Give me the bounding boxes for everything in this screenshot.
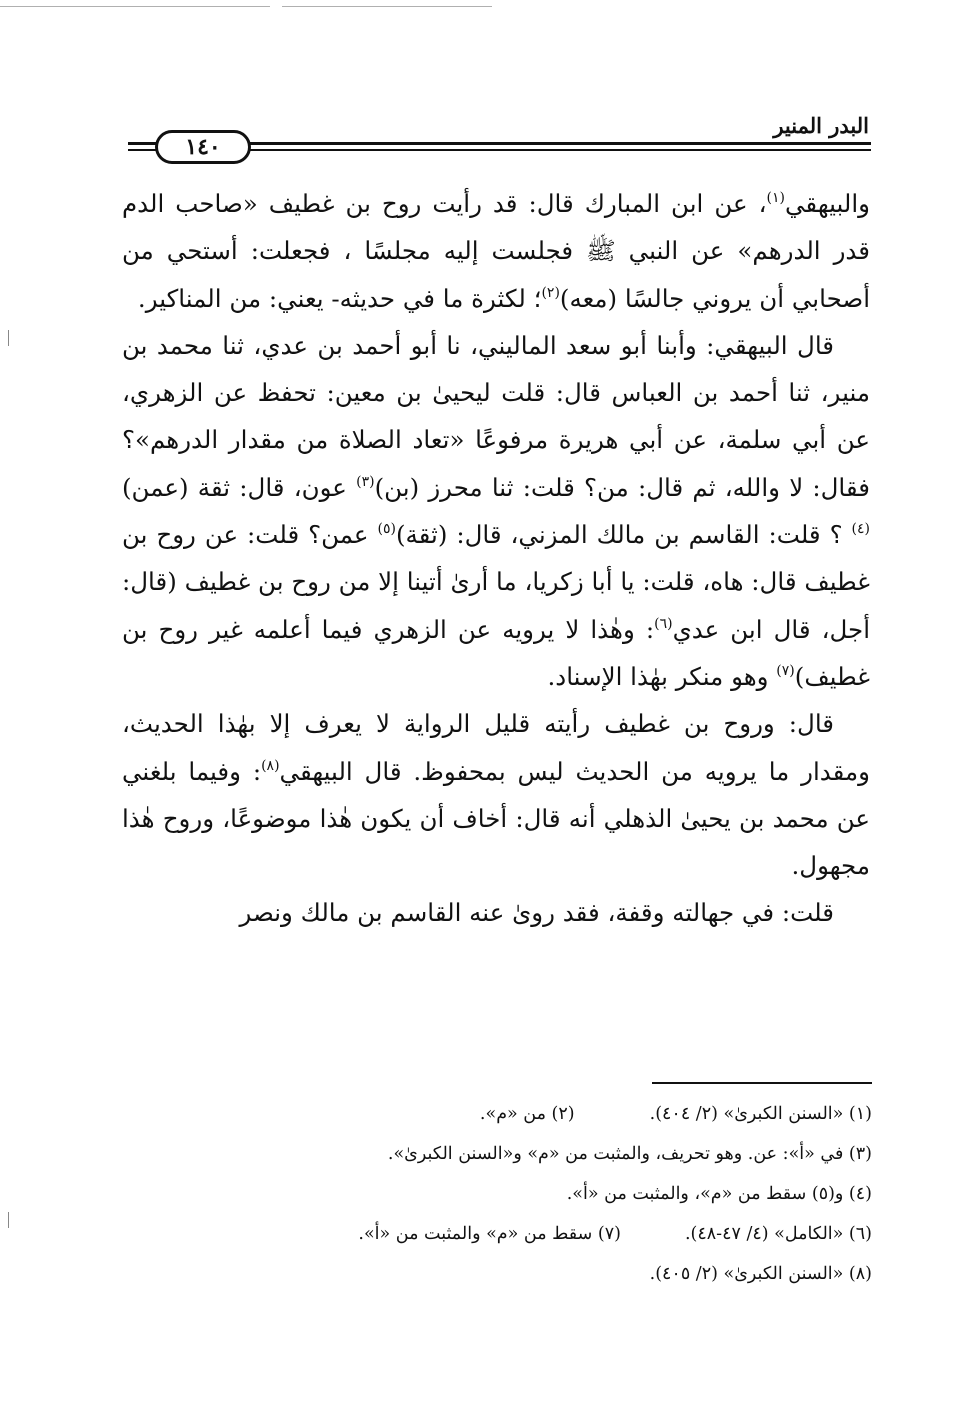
text-run: : وفيما بلغني عن محمد بن يحيىٰ الذهلي أنه قال: أخاف أن يكون هٰذا موضوعًا، وروح هٰذا مجهول. — [122, 756, 870, 881]
text-run: ؛ لكثرة ما في حديثه- يعني: من المناكير. — [137, 283, 542, 313]
text-run: عون، قال: ثقة (عمن) — [122, 472, 357, 502]
running-title: البدر المنير — [773, 113, 869, 138]
text-run: : وهٰذا لا يرويه عن الزهري فيما أعلمه غير روح بن غطيف) — [122, 614, 870, 691]
page-number: ١٤٠ — [155, 130, 251, 164]
footnote-2: (٢) من «م». — [479, 1104, 575, 1124]
text-run: والبيهقي — [785, 189, 870, 218]
footnote-marker: (١) — [766, 190, 785, 206]
paragraph — [122, 700, 870, 889]
footnote-marker: (٥) — [377, 521, 396, 538]
footnote-3: (٣) في «أ»: عن. وهو تحريف، والمثبت من «م» و«السنن الكبرىٰ». — [387, 1144, 872, 1164]
text-run: قال البيهقي: وأبنا أبو سعد الماليني، نا أبو أحمد بن عدي، ثنا محمد بن منير، ثنا أحمد بن العباس قال: قلت ليحيىٰ بن معين: تحفظ عن الزهري، عن أبي سلمة، عن أبي هريرة مرفوعًا «تعاد الصلاة من مقدار الدرهم»؟ فقال: لا والله، ثم قال: من؟ قلت: ثنا محرز (بن) — [122, 330, 870, 502]
footnote-marker: (٤) — [851, 521, 870, 538]
footnote-8: (٨) «السنن الكبرىٰ» (٢/ ٤٠٥). — [649, 1264, 872, 1284]
footnote-line — [160, 1094, 872, 1134]
scan-artifact-line — [282, 6, 492, 7]
footnote-line — [160, 1134, 872, 1174]
text-run: عمن؟ قلت: عن روح بن غطيف قال: هاه، قلت: يا أبا زكريا، ما أرىٰ أتينا إلا من روح بن غطيف (قال: أجل، قال ابن عدي — [122, 520, 871, 644]
scan-artifact-tick — [8, 1212, 9, 1228]
text-run: وهو منكر بهٰذا الإسناد. — [547, 661, 777, 691]
footnote-1: (١) «السنن الكبرىٰ» (٢/ ٤٠٤). — [649, 1104, 872, 1124]
scan-artifact-line — [0, 6, 270, 7]
footnote-marker: (٨) — [261, 757, 280, 774]
scan-artifact-tick — [8, 330, 9, 346]
footnote-7: (٧) سقط من «م» والمثبت من «أ». — [358, 1224, 621, 1244]
footnote-separator — [652, 1082, 872, 1084]
footnote-4-5: (٤) و(٥) سقط من «م»، والمثبت من «أ». — [566, 1184, 872, 1204]
text-run: ؟ قلت: القاسم بن مالك المزني، قال: (ثقة) — [395, 520, 852, 550]
text-run: ، عن ابن المبارك قال: قد رأيت روح بن غطيف «صاحب الدم قدر الدرهم» عن النبي ﷺ فجلست إليه مجلسًا ، فجعلت: أستحي من أصحابي أن يروني جالسًا (معه) — [122, 189, 870, 313]
paragraph — [122, 180, 870, 322]
text-run: قلت: في جهالته وقفة، فقد روىٰ عنه القاسم بن مالك ونصر — [239, 898, 834, 928]
main-text — [122, 180, 870, 937]
footnote-marker: (٢) — [541, 284, 560, 301]
footnote-marker: (٣) — [356, 473, 375, 490]
footnote-6: (٦) «الكامل» (٤/ ٤٧-٤٨). — [684, 1224, 872, 1244]
paragraph — [122, 322, 870, 700]
footnote-marker: (٧) — [776, 662, 795, 679]
footnote-line — [160, 1214, 872, 1254]
footnote-line — [160, 1174, 872, 1214]
footnote-line — [160, 1254, 872, 1294]
paragraph — [122, 889, 870, 936]
footnote-marker: (٦) — [654, 615, 673, 632]
footnotes — [160, 1094, 872, 1294]
text-run: قال: وروح بن غطيف رأيته قليل الرواية لا يعرف إلا بهٰذا الحديث، ومقدار ما يرويه من الحديث ليس بمحفوظ. قال البيهقي — [122, 709, 870, 786]
